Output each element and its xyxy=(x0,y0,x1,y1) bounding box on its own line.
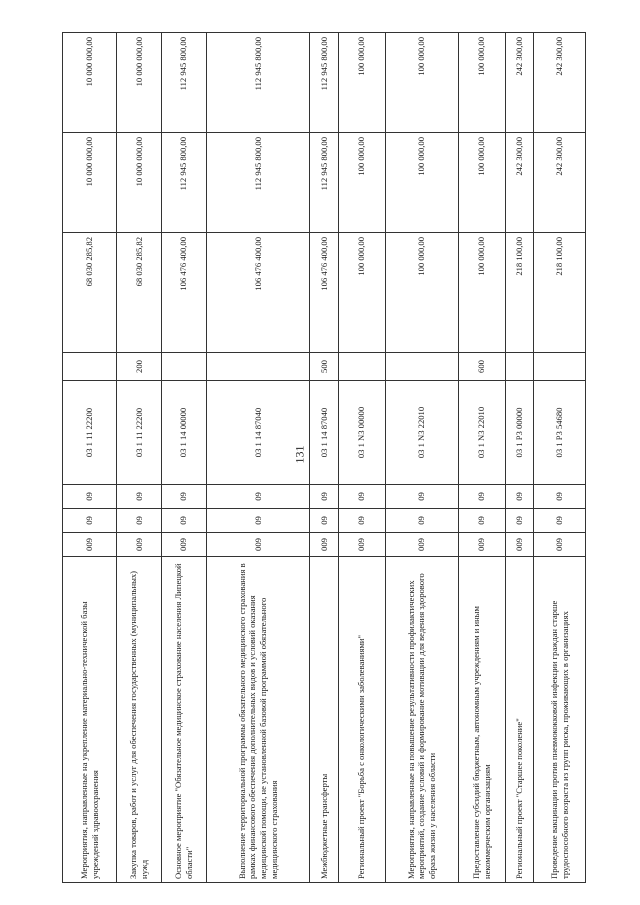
table-row xyxy=(534,33,586,883)
row-name: Закупка товаров, работ и услуг для обеспечения государственных (муниципальных) нужд xyxy=(117,557,162,883)
row-gr-code: 009 xyxy=(385,533,458,557)
row-amount-2: 10 000 000,00 xyxy=(63,133,117,233)
row-amount-1: 218 100,00 xyxy=(534,233,586,353)
table-row xyxy=(63,33,117,883)
row-amount-2: 100 000,00 xyxy=(385,133,458,233)
row-section-code: 09 xyxy=(63,509,117,533)
row-target-code: 03 1 11 22200 xyxy=(63,381,117,485)
budget-table-container xyxy=(62,33,586,883)
row-amount-1: 100 000,00 xyxy=(385,233,458,353)
row-amount-3: 112 945 800,00 xyxy=(310,33,338,133)
row-amount-3: 112 945 800,00 xyxy=(206,33,310,133)
row-subsection-code: 09 xyxy=(505,485,533,509)
row-amount-3: 10 000 000,00 xyxy=(63,33,117,133)
row-amount-1: 100 000,00 xyxy=(338,233,385,353)
row-expense-type-code xyxy=(534,353,586,381)
row-gr-code: 009 xyxy=(338,533,385,557)
row-target-code: 03 1 N3 00000 xyxy=(338,381,385,485)
row-section-code: 09 xyxy=(310,509,338,533)
row-name: Межбюджетные трансферты xyxy=(310,557,338,883)
row-expense-type-code: 600 xyxy=(458,353,505,381)
row-amount-2: 242 300,00 xyxy=(534,133,586,233)
row-subsection-code: 09 xyxy=(310,485,338,509)
row-subsection-code: 09 xyxy=(117,485,162,509)
row-amount-2: 112 945 800,00 xyxy=(161,133,206,233)
row-expense-type-code xyxy=(63,353,117,381)
row-target-code: 03 1 14 00000 xyxy=(161,381,206,485)
row-subsection-code: 09 xyxy=(161,485,206,509)
row-gr-code: 009 xyxy=(117,533,162,557)
table-row xyxy=(338,33,385,883)
row-subsection-code: 09 xyxy=(385,485,458,509)
table-row xyxy=(161,33,206,883)
row-subsection-code: 09 xyxy=(206,485,310,509)
table-row xyxy=(505,33,533,883)
row-gr-code: 009 xyxy=(161,533,206,557)
row-amount-2: 112 945 800,00 xyxy=(206,133,310,233)
row-gr-code: 009 xyxy=(534,533,586,557)
table-row xyxy=(206,33,310,883)
row-target-code: 03 1 P3 00000 xyxy=(505,381,533,485)
row-name: Предоставление субсидий бюджетным, автономным учреждениям и иным некоммерческим организациям xyxy=(458,557,505,883)
row-section-code: 09 xyxy=(505,509,533,533)
budget-table xyxy=(62,32,586,883)
row-section-code: 09 xyxy=(161,509,206,533)
row-subsection-code: 09 xyxy=(458,485,505,509)
row-amount-1: 106 476 400,00 xyxy=(310,233,338,353)
row-amount-1: 68 030 285,82 xyxy=(117,233,162,353)
row-gr-code: 009 xyxy=(206,533,310,557)
row-section-code: 09 xyxy=(385,509,458,533)
row-amount-1: 68 030 285,82 xyxy=(63,233,117,353)
row-expense-type-code xyxy=(161,353,206,381)
row-target-code: 03 1 N3 22010 xyxy=(385,381,458,485)
row-section-code: 09 xyxy=(338,509,385,533)
row-expense-type-code xyxy=(338,353,385,381)
row-name: Основное мероприятие "Обязательное медицинское страхование населения Липецкой области" xyxy=(161,557,206,883)
row-expense-type-code xyxy=(385,353,458,381)
row-amount-2: 10 000 000,00 xyxy=(117,133,162,233)
table-row xyxy=(385,33,458,883)
row-amount-3: 10 000 000,00 xyxy=(117,33,162,133)
table-row xyxy=(458,33,505,883)
row-name: Мероприятия, направленные на повышение результативности профилактических мероприятий, создание условий и формирование мотивации для ведения здорового образа жизни у населения области xyxy=(385,557,458,883)
row-name: Выполнение территориальной программы обязательного медицинского страхования в рамках финансового обеспечения дополнительных видов и условий оказания медицинской помощи, не установленной базовой программой обязательного медицинского страхования xyxy=(206,557,310,883)
row-amount-3: 242 300,00 xyxy=(505,33,533,133)
row-target-code: 03 1 P3 54680 xyxy=(534,381,586,485)
row-amount-2: 100 000,00 xyxy=(458,133,505,233)
row-section-code: 09 xyxy=(206,509,310,533)
row-amount-3: 100 000,00 xyxy=(458,33,505,133)
row-name: Региональный проект "Старшее поколение" xyxy=(505,557,533,883)
row-amount-1: 106 476 400,00 xyxy=(206,233,310,353)
row-expense-type-code: 500 xyxy=(310,353,338,381)
row-amount-3: 112 945 800,00 xyxy=(161,33,206,133)
row-expense-type-code xyxy=(206,353,310,381)
row-amount-1: 106 476 400,00 xyxy=(161,233,206,353)
row-amount-3: 242 300,00 xyxy=(534,33,586,133)
row-section-code: 09 xyxy=(458,509,505,533)
row-expense-type-code: 200 xyxy=(117,353,162,381)
row-amount-3: 100 000,00 xyxy=(338,33,385,133)
row-gr-code: 009 xyxy=(310,533,338,557)
row-amount-2: 112 945 800,00 xyxy=(310,133,338,233)
row-section-code: 09 xyxy=(117,509,162,533)
row-subsection-code: 09 xyxy=(338,485,385,509)
row-gr-code: 009 xyxy=(505,533,533,557)
row-target-code: 03 1 N3 22010 xyxy=(458,381,505,485)
table-row xyxy=(117,33,162,883)
row-subsection-code: 09 xyxy=(534,485,586,509)
row-name: Мероприятия, направленные на укрепление материально-технической базы учреждений здравоохранения xyxy=(63,557,117,883)
row-subsection-code: 09 xyxy=(63,485,117,509)
row-amount-2: 100 000,00 xyxy=(338,133,385,233)
row-target-code: 03 1 14 87040 xyxy=(206,381,310,485)
row-amount-1: 100 000,00 xyxy=(458,233,505,353)
row-amount-1: 218 100,00 xyxy=(505,233,533,353)
table-row xyxy=(310,33,338,883)
row-name: Проведение вакцинации против пневмококковой инфекции граждан старше трудоспособного возраста из групп риска, проживающих в организациях xyxy=(534,557,586,883)
row-target-code: 03 1 14 87040 xyxy=(310,381,338,485)
row-name: Региональный проект "Борьба с онкологическими заболеваниями" xyxy=(338,557,385,883)
row-amount-3: 100 000,00 xyxy=(385,33,458,133)
row-expense-type-code xyxy=(505,353,533,381)
row-gr-code: 009 xyxy=(63,533,117,557)
table-body xyxy=(63,33,586,883)
row-gr-code: 009 xyxy=(458,533,505,557)
row-amount-2: 242 300,00 xyxy=(505,133,533,233)
row-target-code: 03 1 11 22200 xyxy=(117,381,162,485)
page-number-text: 131 xyxy=(292,445,307,464)
row-section-code: 09 xyxy=(534,509,586,533)
